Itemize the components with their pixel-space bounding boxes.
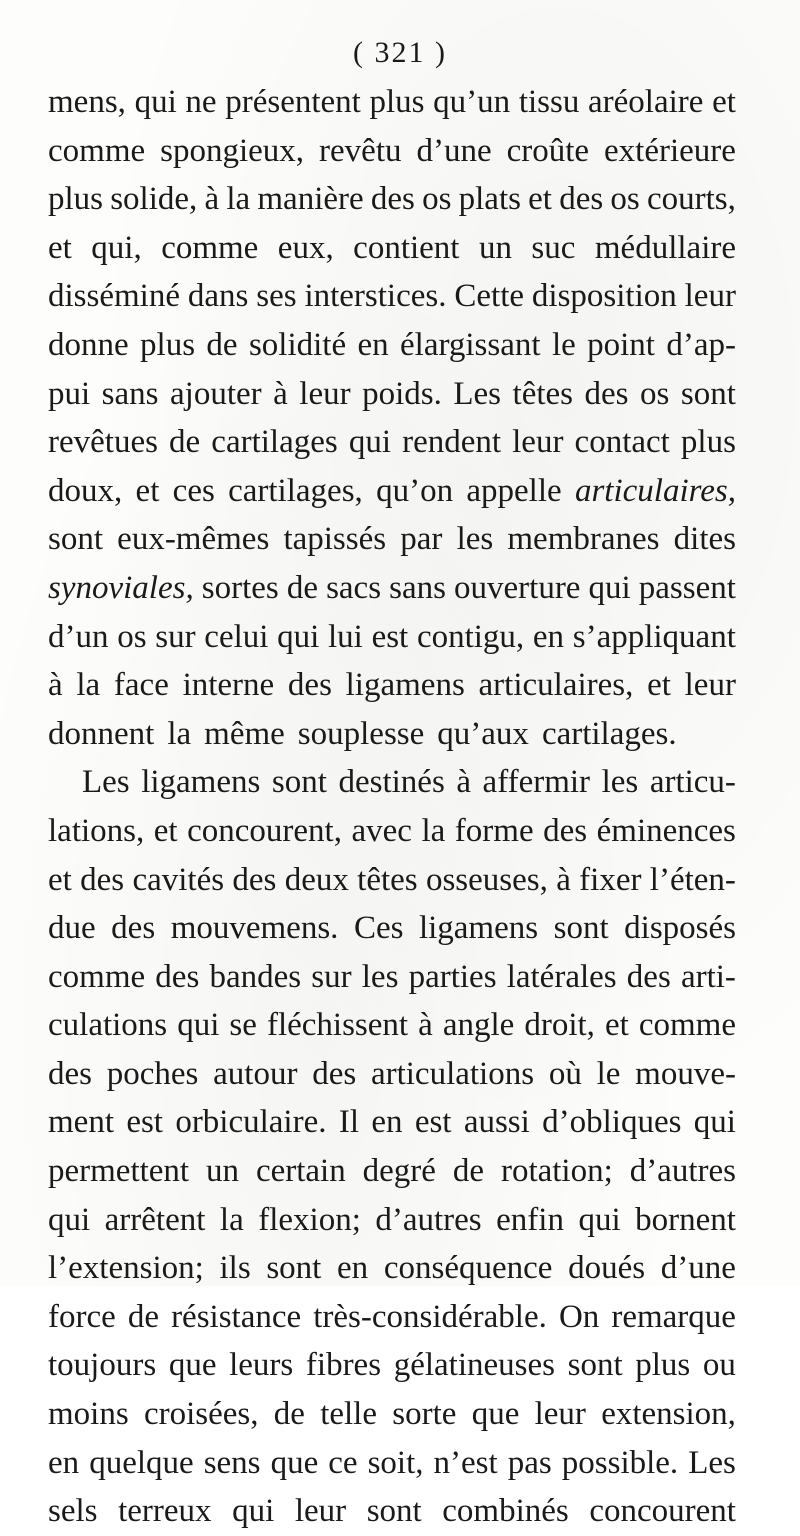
word: concourent	[589, 1493, 736, 1530]
word: sont	[48, 521, 104, 558]
word: os	[422, 181, 452, 218]
word: arti-	[680, 958, 736, 995]
word: en	[357, 326, 389, 363]
text-line	[48, 272, 736, 321]
text-line	[48, 1001, 736, 1050]
word: de	[286, 569, 318, 606]
word: enfin	[496, 1201, 564, 1238]
word: est	[414, 1104, 452, 1141]
word: en	[48, 1444, 80, 1481]
word: soit,	[367, 1444, 424, 1481]
word: comme	[48, 132, 146, 169]
word: d’un	[48, 618, 109, 655]
word: d’autres	[375, 1201, 482, 1238]
word: degré	[362, 1153, 436, 1190]
word: extension,	[601, 1396, 736, 1433]
word: sont	[567, 1347, 623, 1384]
text-line	[48, 1293, 736, 1342]
word: ses	[256, 278, 297, 315]
word: angle	[442, 1007, 515, 1044]
word: médullaire	[594, 229, 736, 266]
word: plus	[369, 84, 425, 120]
word: rendent	[402, 424, 502, 461]
word: tapissés	[283, 521, 387, 558]
word: contigu,	[416, 618, 525, 655]
word: quelque	[89, 1444, 194, 1481]
word: à	[456, 764, 471, 801]
word: les	[456, 521, 494, 558]
word: qu’un	[433, 84, 511, 120]
word: courts,	[646, 181, 736, 218]
word: de	[206, 326, 238, 363]
word: certain	[255, 1153, 346, 1190]
word: Les	[453, 375, 502, 412]
word: et	[48, 229, 72, 266]
word: ouverture	[454, 569, 581, 606]
word: et	[153, 812, 178, 849]
word: de	[452, 1153, 485, 1190]
word: qui	[134, 84, 177, 120]
word: et	[48, 861, 72, 898]
word: qu’aux	[437, 715, 529, 752]
text-line	[48, 1196, 736, 1245]
word: interstices.	[304, 278, 447, 315]
word: Ces	[353, 910, 404, 947]
word: leur	[684, 278, 736, 315]
word: contact	[574, 424, 670, 461]
word: remarque	[611, 1298, 736, 1335]
word: leur	[534, 1396, 586, 1433]
word: deux	[284, 861, 349, 898]
word: eux-mêmes	[117, 521, 270, 558]
word: mouve-	[635, 1055, 736, 1092]
word: combinés	[442, 1493, 569, 1530]
text-line	[48, 418, 736, 467]
word: fibres	[305, 1347, 382, 1384]
word: sels	[48, 1493, 98, 1530]
word: à	[418, 1007, 433, 1044]
text-line	[48, 1390, 736, 1439]
word: forme	[454, 812, 534, 849]
word: de	[169, 424, 201, 461]
text-line	[48, 953, 736, 1002]
word: qui	[578, 1201, 621, 1238]
word: et	[712, 84, 736, 120]
word: la	[421, 812, 446, 849]
word: sont	[266, 1250, 322, 1287]
word: aussi	[463, 1104, 530, 1141]
text-line	[48, 1341, 736, 1390]
page-number: ( 321 )	[353, 36, 447, 69]
word: arrêtent	[104, 1201, 206, 1238]
word: présentent	[225, 84, 361, 120]
word: sortes	[201, 569, 279, 606]
word: leur	[512, 424, 564, 461]
word: suc	[531, 229, 576, 266]
text-line	[48, 321, 736, 370]
word: ajouter	[170, 375, 262, 412]
word: permettent	[48, 1153, 190, 1190]
word: ce	[328, 1444, 358, 1481]
word: conséquence	[383, 1250, 553, 1287]
text-line	[48, 758, 736, 807]
word: synoviales,	[48, 569, 194, 606]
word: gélatineuses	[393, 1347, 555, 1384]
word: droit,	[524, 1007, 595, 1044]
word: force	[48, 1298, 116, 1335]
word: des	[584, 375, 629, 412]
word: cartilages.	[541, 715, 677, 752]
text-line	[48, 370, 736, 419]
word: doués	[568, 1250, 646, 1287]
word: Les	[688, 1444, 736, 1481]
word: ne	[185, 84, 217, 120]
word: comme	[161, 229, 259, 266]
word: à	[48, 667, 63, 704]
word: se	[229, 1007, 257, 1044]
word: que	[168, 1347, 217, 1384]
word: terreux	[118, 1493, 212, 1530]
word: revêtues	[48, 424, 158, 461]
word: plus	[680, 424, 736, 461]
word: et	[647, 667, 671, 704]
text-line	[48, 1487, 736, 1536]
word: sacs	[326, 569, 382, 606]
word: la	[226, 181, 251, 218]
word: spongieux,	[160, 132, 305, 169]
word: ces	[172, 472, 215, 509]
word: parties	[408, 958, 497, 995]
word: croisées,	[143, 1396, 259, 1433]
word: On	[558, 1298, 600, 1335]
word: celui	[204, 618, 269, 655]
word: résistance	[171, 1298, 302, 1335]
word: Il	[338, 1104, 359, 1141]
word: plus	[48, 181, 104, 218]
word: des	[312, 1055, 357, 1092]
word: n’est	[433, 1444, 498, 1481]
word: croûte	[506, 132, 590, 169]
text-line	[48, 1439, 736, 1488]
word: ligamens	[345, 667, 465, 704]
word: revêtu	[319, 132, 402, 169]
word: ils	[219, 1250, 251, 1287]
word: sont	[553, 910, 609, 947]
word: qui	[232, 1493, 275, 1530]
word: le	[596, 1055, 621, 1092]
word: fixer	[579, 861, 642, 898]
word: articulations	[370, 1055, 535, 1092]
word: ou	[702, 1347, 736, 1384]
word: membranes	[507, 521, 660, 558]
word: qui	[177, 1007, 220, 1044]
word: affermir	[482, 764, 591, 801]
word: comme	[638, 1007, 736, 1044]
word: sur	[155, 618, 196, 655]
word: et	[604, 1007, 629, 1044]
word: sans	[101, 375, 159, 412]
word: dans	[187, 278, 249, 315]
text-line	[48, 224, 736, 273]
word: avec	[351, 812, 412, 849]
word: passent	[638, 569, 736, 606]
text-line	[48, 661, 736, 710]
word: d’obliques	[542, 1104, 682, 1141]
word: sens	[203, 1444, 261, 1481]
word: qui	[588, 569, 631, 606]
text-line	[48, 78, 736, 127]
text-line	[48, 515, 736, 564]
word: des	[155, 958, 200, 995]
word: disposition	[531, 278, 677, 315]
word: comme	[48, 958, 146, 995]
word: en	[337, 1250, 369, 1287]
word: très-considérable.	[313, 1298, 547, 1335]
word: sont	[366, 1493, 422, 1530]
text-line	[48, 710, 736, 759]
word: que	[270, 1444, 319, 1481]
word: os	[610, 181, 640, 218]
word: os	[117, 618, 147, 655]
word: mouvemens.	[170, 910, 339, 947]
text-line	[48, 564, 736, 613]
word: poids.	[362, 375, 442, 412]
text-line	[48, 1147, 736, 1196]
word: des	[48, 1055, 92, 1092]
word: tissu	[518, 84, 580, 120]
word: ligamens	[418, 910, 539, 947]
word: sur	[311, 958, 352, 995]
word: bornent	[635, 1201, 736, 1238]
word: leur	[684, 667, 736, 704]
text-line	[48, 904, 736, 953]
word: par	[400, 521, 443, 558]
word: culations	[48, 1007, 168, 1044]
word: appelle	[466, 472, 562, 509]
word: lations,	[48, 812, 145, 849]
word: têtes	[357, 861, 418, 898]
text-line	[48, 1050, 736, 1099]
word: à	[556, 861, 571, 898]
word: le	[551, 326, 576, 363]
word: les	[601, 764, 639, 801]
word: articulaires,	[574, 472, 736, 509]
word: destinés	[338, 764, 445, 801]
word: doux,	[48, 472, 123, 509]
word: toujours	[48, 1347, 157, 1384]
text-line	[48, 613, 736, 662]
word: bandes	[209, 958, 302, 995]
text-line	[48, 1098, 736, 1147]
word: sans	[389, 569, 446, 606]
word: des	[80, 861, 125, 898]
word: qui	[693, 1104, 736, 1141]
word: flexion;	[258, 1201, 361, 1238]
word: extérieure	[604, 132, 736, 169]
word: concourent,	[187, 812, 342, 849]
word: autour	[213, 1055, 298, 1092]
word: aréolaire	[588, 84, 704, 120]
text-line	[48, 127, 736, 176]
word: donne	[48, 326, 129, 363]
text-line	[48, 175, 736, 224]
word: et	[135, 472, 160, 509]
word: de	[127, 1298, 159, 1335]
word: s’appliquant	[572, 618, 736, 655]
word: plus	[635, 1347, 691, 1384]
text-line	[48, 807, 736, 856]
word: possible.	[561, 1444, 679, 1481]
word: fléchissent	[266, 1007, 409, 1044]
word: d’ap-	[666, 326, 736, 363]
word: les	[361, 958, 399, 995]
word: souplesse	[297, 715, 425, 752]
word: point	[587, 326, 655, 363]
word: la	[167, 715, 192, 752]
word: des	[370, 181, 415, 218]
word: des	[232, 861, 277, 898]
word: l’extension;	[48, 1250, 204, 1287]
word: due	[48, 910, 96, 947]
word: sont	[680, 375, 736, 412]
word: moins	[48, 1396, 129, 1433]
word: poches	[106, 1055, 199, 1092]
word: dites	[673, 521, 736, 558]
word: disséminé	[48, 278, 180, 315]
word: d’autres	[629, 1153, 736, 1190]
word: la	[219, 1201, 244, 1238]
word: que	[471, 1396, 520, 1433]
word: ment	[48, 1104, 114, 1141]
word: solide,	[110, 181, 198, 218]
word: sorte	[392, 1396, 457, 1433]
word: orbiculaire.	[175, 1104, 327, 1141]
word: articulaires,	[478, 667, 634, 704]
word: rotation;	[500, 1153, 613, 1190]
word: ligamens	[141, 764, 261, 801]
word: leur	[294, 1493, 347, 1530]
text-line	[48, 467, 736, 516]
body-text	[48, 78, 736, 1536]
word: un	[478, 229, 512, 266]
word: la	[76, 667, 101, 704]
word: leur	[299, 375, 351, 412]
word: latérales	[506, 958, 617, 995]
word: des	[111, 910, 156, 947]
word: os	[640, 375, 670, 412]
word: même	[204, 715, 285, 752]
word: des	[287, 667, 332, 704]
word: en	[371, 1104, 403, 1141]
word: d’une	[660, 1250, 736, 1287]
word: à	[273, 375, 288, 412]
word: contient	[353, 229, 460, 266]
word: articu-	[649, 764, 736, 801]
word: est	[126, 1104, 163, 1141]
word: de	[273, 1396, 305, 1433]
word: un	[206, 1153, 240, 1190]
word: des	[543, 812, 588, 849]
word: qui	[277, 618, 320, 655]
word: Cette	[454, 278, 525, 315]
word: où	[548, 1055, 582, 1092]
word: lui	[328, 618, 363, 655]
word: qui	[348, 424, 391, 461]
word: face	[113, 667, 169, 704]
word: têtes	[512, 375, 574, 412]
word: plus	[140, 326, 196, 363]
text-line	[48, 856, 736, 905]
word: éminences	[596, 812, 736, 849]
word: qui	[48, 1201, 91, 1238]
word: disposés	[624, 910, 736, 947]
word: cartilages,	[228, 472, 363, 509]
word: des	[559, 181, 604, 218]
word: à	[204, 181, 220, 218]
word: pui	[48, 375, 91, 412]
word: est	[371, 618, 409, 655]
word: Les	[82, 764, 130, 801]
word: des	[626, 958, 671, 995]
word: qu’on	[376, 472, 454, 509]
word: qui,	[91, 229, 142, 266]
word: interne	[182, 667, 275, 704]
word: donnent	[48, 715, 155, 752]
word: telle	[320, 1396, 377, 1433]
word: eux,	[277, 229, 334, 266]
word: cartilages	[211, 424, 338, 461]
word: osseuses,	[425, 861, 548, 898]
word: pas	[507, 1444, 552, 1481]
word: élargissant	[400, 326, 541, 363]
word: solidité	[248, 326, 347, 363]
word: sont	[271, 764, 327, 801]
word: mens,	[48, 84, 126, 120]
word: l’éten-	[649, 861, 736, 898]
word: leurs	[229, 1347, 294, 1384]
word: et	[528, 181, 552, 218]
word: cavités	[132, 861, 225, 898]
word: manière	[257, 181, 364, 218]
word: d’une	[416, 132, 492, 169]
word: plats	[458, 181, 521, 218]
word: en	[532, 618, 565, 655]
